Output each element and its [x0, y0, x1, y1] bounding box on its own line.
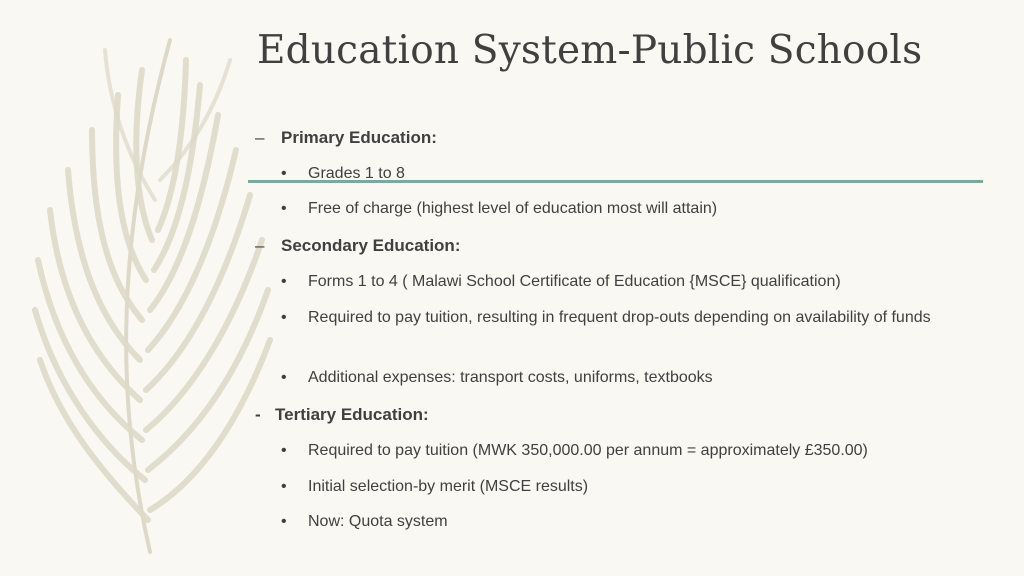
bullet-text: Now: Quota system — [308, 513, 448, 530]
section-heading-secondary — [255, 236, 461, 256]
bullet-text: Grades 1 to 8 — [308, 165, 405, 182]
bullet-marker: • — [281, 273, 287, 290]
bullet-marker: • — [281, 478, 287, 495]
bullet-item — [281, 513, 448, 531]
bullet-text: Forms 1 to 4 ( Malawi School Certificate of Education {MSCE} qualification) — [308, 273, 841, 290]
bullet-marker: • — [281, 513, 287, 530]
bullet-item — [281, 200, 718, 218]
bullet-item — [281, 369, 713, 387]
bullet-item — [281, 478, 589, 496]
section-heading-tertiary — [255, 405, 429, 425]
heading-text: Primary Education: — [281, 128, 437, 147]
bullet-text: Free of charge (highest level of education most will attain) — [308, 200, 718, 217]
slide-title: Education System-Public Schools — [257, 28, 923, 73]
bullet-item — [281, 305, 968, 330]
bullet-text: Required to pay tuition, resulting in frequent drop-outs depending on availability of funds — [308, 309, 931, 326]
dash-marker: – — [255, 236, 265, 255]
bullet-text: Initial selection-by merit (MSCE results) — [308, 478, 589, 495]
dash-marker: - — [255, 405, 261, 424]
bullet-item — [281, 273, 841, 291]
bullet-marker: • — [281, 442, 287, 459]
heading-text: Secondary Education: — [281, 236, 461, 255]
bullet-item — [281, 442, 868, 460]
bullet-marker: • — [281, 200, 287, 217]
bullet-marker: • — [281, 369, 287, 386]
bullet-text: Required to pay tuition (MWK 350,000.00 per annum = approximately £350.00) — [308, 442, 868, 459]
heading-text: Tertiary Education: — [275, 405, 429, 424]
dash-marker: – — [255, 128, 265, 147]
bullet-item — [281, 165, 405, 183]
bullet-text: Additional expenses: transport costs, uniforms, textbooks — [308, 369, 713, 386]
section-heading-primary — [255, 128, 437, 148]
bullet-marker: • — [281, 165, 287, 182]
bullet-marker: • — [281, 309, 287, 326]
